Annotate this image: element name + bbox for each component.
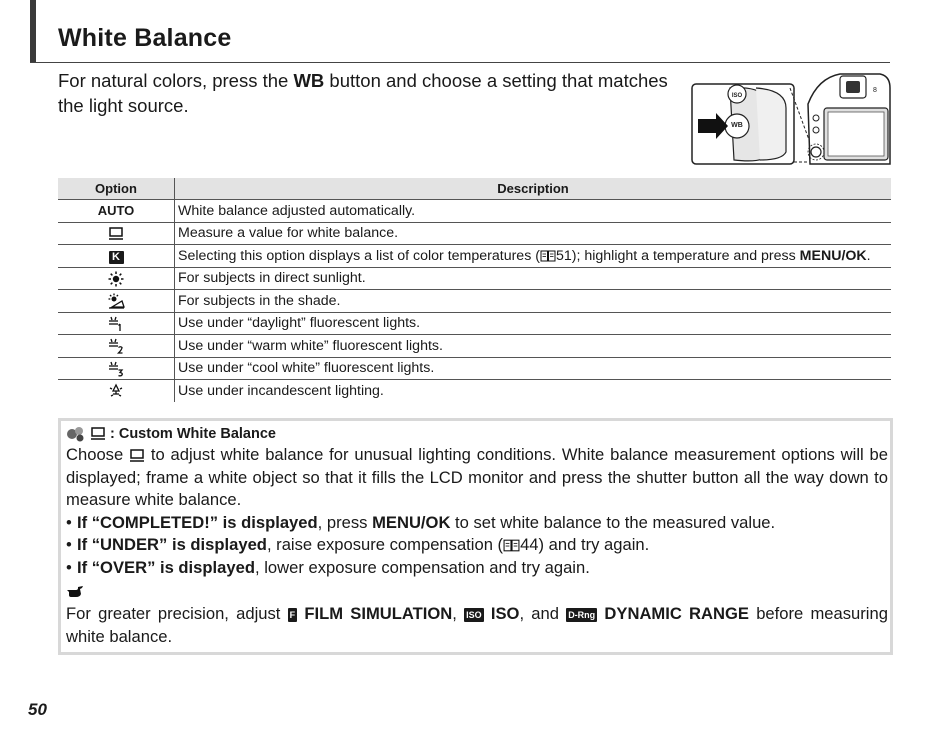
option-cell <box>58 312 175 335</box>
custom-wb-icon <box>129 449 145 463</box>
note-heading <box>66 424 890 444</box>
option-cell <box>58 267 175 290</box>
heading-side-rule <box>30 0 36 62</box>
table-row <box>58 357 891 380</box>
table-row <box>58 380 891 402</box>
description-cell <box>175 245 892 268</box>
note-body <box>66 444 888 512</box>
bullet-text: , raise exposure compensation ( <box>266 535 504 554</box>
intro-text-end: button and choose a setting that matches the light source. <box>58 70 668 116</box>
memo-text-start: For greater precision, adjust <box>66 604 288 623</box>
description-cell: Use under “warm white” fluorescent lights. <box>175 335 892 358</box>
option-cell <box>58 245 175 268</box>
memo-text <box>66 603 888 648</box>
table-header-row <box>58 178 891 200</box>
custom-wb-icon <box>108 227 124 241</box>
column-header-option: Option <box>58 178 175 200</box>
list-item <box>66 512 890 535</box>
title-divider <box>30 62 890 63</box>
dynamic-range-icon: D-Rng <box>568 610 596 620</box>
fluorescent-3-icon <box>108 361 124 377</box>
intro-paragraph <box>58 68 683 118</box>
wb-button-label: WB <box>293 70 325 91</box>
film-simulation-icon: F <box>289 610 296 620</box>
iso-icon: ISO <box>466 610 482 620</box>
wb-button-figure-label: WB <box>731 122 743 129</box>
description-cell: Use under “daylight” fluorescent lights. <box>175 312 892 335</box>
sun-icon <box>108 271 124 287</box>
description-cell: For subjects in direct sunlight. <box>175 267 892 290</box>
book-icon <box>503 539 520 552</box>
fluorescent-2-icon <box>108 338 124 354</box>
table-row <box>58 290 891 313</box>
description-text: . <box>866 247 871 264</box>
table-row <box>58 335 891 358</box>
menu-ok-label: MENU/OK <box>372 512 451 532</box>
option-cell <box>58 380 175 402</box>
description-cell: White balance adjusted automatically. <box>175 200 892 223</box>
option-cell <box>58 222 175 245</box>
table-row <box>58 222 891 245</box>
table-row <box>58 312 891 335</box>
description-text: Selecting this option displays a list of color temperatures ( <box>178 247 540 264</box>
page-number: 50 <box>28 700 47 719</box>
bullet-text: , press <box>317 512 373 532</box>
tip-icon <box>66 426 86 442</box>
shade-icon <box>108 293 125 309</box>
note-body-text: to adjust white balance for unusual lighting conditions. White balance measurement options will be displayed; frame a white object so that it fills the LCD monitor and press the shutter button all the way down to measure white balance. <box>66 445 889 509</box>
film-simulation-label: FILM SIMULATION <box>304 604 453 623</box>
table-row <box>58 200 891 223</box>
description-text: ); highlight a temperature and press <box>571 247 800 264</box>
memo-text-end: before measuring white balance. <box>66 604 888 646</box>
page-title: White Balance <box>58 24 232 52</box>
auto-option-cell: AUTO <box>58 200 175 223</box>
iso-label: ISO <box>490 604 520 623</box>
menu-ok-label: MENU/OK <box>799 247 867 264</box>
camera-illustration <box>690 68 892 168</box>
custom-wb-icon <box>90 427 106 441</box>
description-cell: For subjects in the shade. <box>175 290 892 313</box>
custom-white-balance-note <box>58 418 893 655</box>
note-heading-text: : Custom White Balance <box>110 426 276 442</box>
separator-text: , <box>452 604 465 623</box>
column-header-description: Description <box>175 178 892 200</box>
option-cell <box>58 357 175 380</box>
white-balance-options-table <box>58 178 891 402</box>
list-item <box>66 557 890 580</box>
description-cell: Use under “cool white” fluorescent lights. <box>175 357 892 380</box>
pointing-hand-icon <box>66 579 890 603</box>
option-cell <box>58 335 175 358</box>
dynamic-range-label: DYNAMIC RANGE <box>604 604 749 623</box>
intro-text-start: For natural colors, press the <box>58 70 294 91</box>
bullet-condition: If “UNDER” is displayed <box>77 535 267 554</box>
table-row <box>58 245 891 268</box>
kelvin-icon: K <box>109 251 124 264</box>
description-cell: Measure a value for white balance. <box>175 222 892 245</box>
option-cell <box>58 290 175 313</box>
table-row <box>58 267 891 290</box>
incandescent-icon <box>108 383 124 399</box>
description-cell: Use under incandescent lighting. <box>175 380 892 402</box>
bullet-text: , lower exposure compensation and try again. <box>254 557 590 577</box>
note-body-text: Choose <box>66 445 130 464</box>
list-item <box>66 534 890 557</box>
bullet-condition: If “COMPLETED!” is displayed <box>77 512 318 532</box>
dial-number-label: 8 <box>873 87 877 94</box>
fluorescent-1-icon <box>108 316 124 332</box>
bullet-text: to set white balance to the measured value. <box>450 512 776 532</box>
note-bullet-list <box>66 512 890 580</box>
bullet-condition: If “OVER” is displayed <box>77 557 255 577</box>
page-reference: 44 <box>520 535 539 554</box>
iso-button-label: ISO <box>731 93 743 99</box>
bullet-text: ) and try again. <box>538 535 650 554</box>
book-icon <box>540 250 556 262</box>
separator-text: , and <box>519 604 567 623</box>
page-reference: 51 <box>555 247 572 264</box>
